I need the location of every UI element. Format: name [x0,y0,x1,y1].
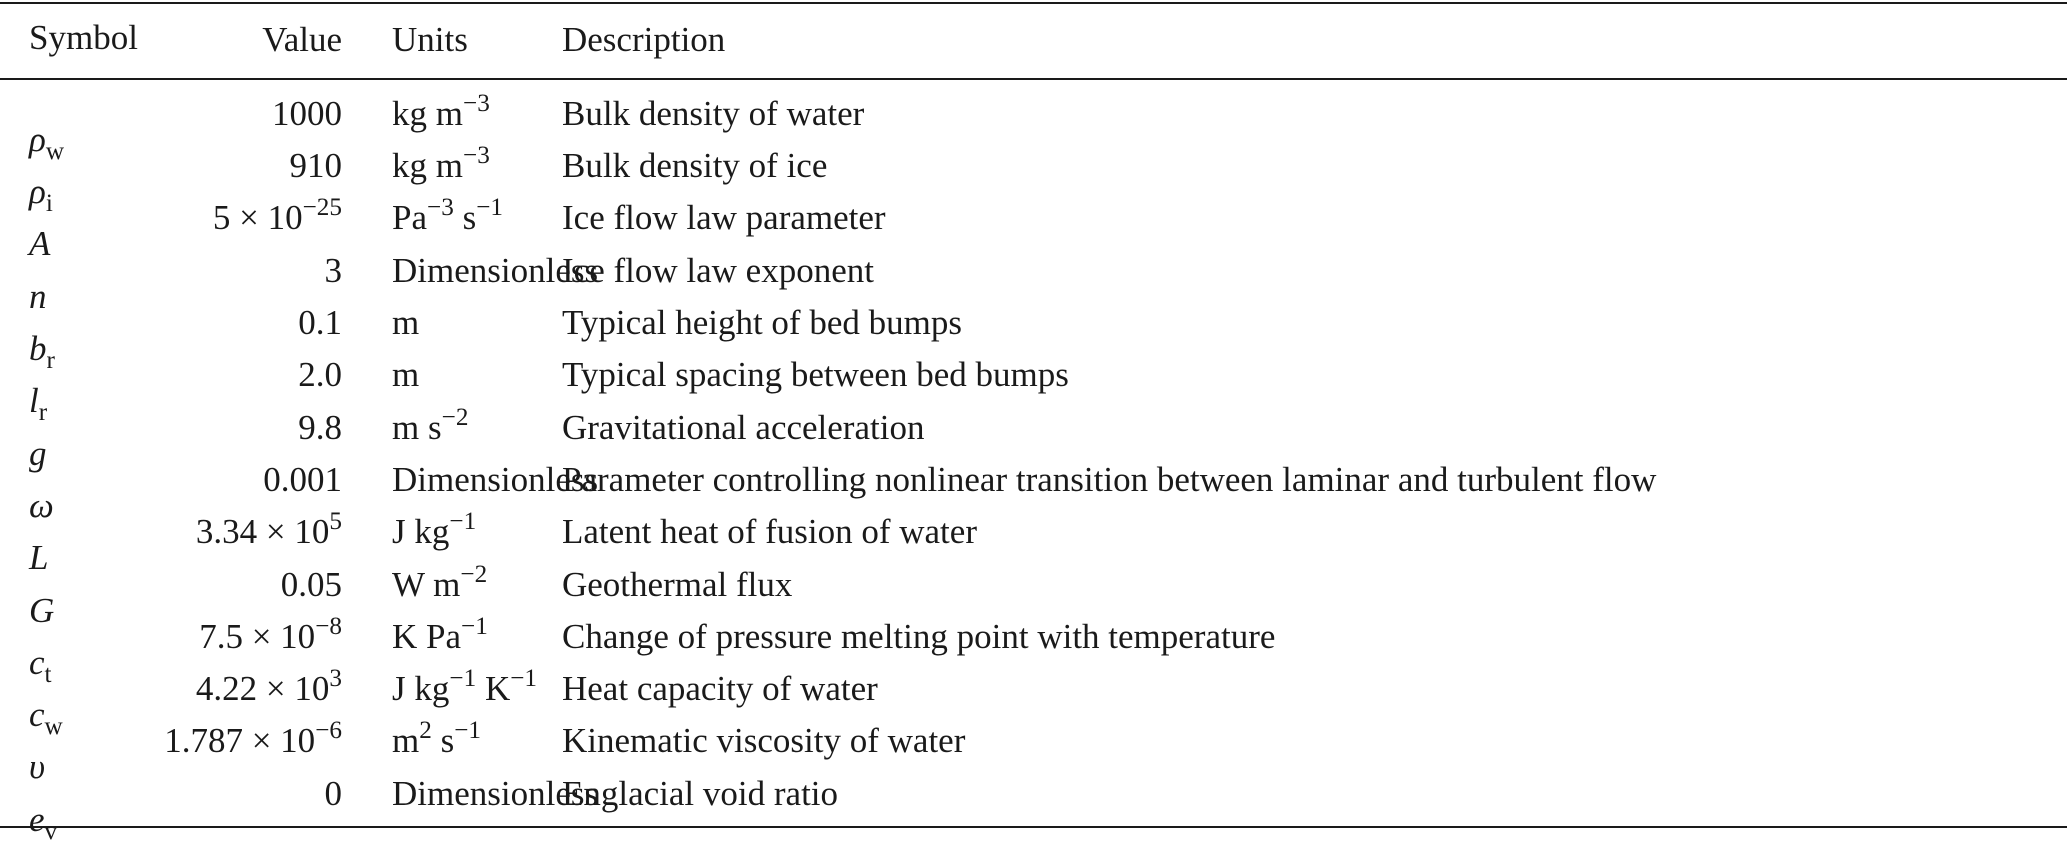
units-exponent: −1 [454,717,482,745]
symbol [29,637,52,689]
value-text: 910 [289,146,342,186]
units-exponent: −1 [510,665,538,693]
value-text: 3 [324,250,342,290]
description-cell: Typical height of bed bumps [562,303,962,343]
symbol [29,114,64,166]
units-cell [342,663,562,715]
units-text: Dimensionless [392,459,599,499]
description-cell: Kinematic viscosity of water [562,721,966,761]
units-cell [342,297,562,349]
description-cell: Geothermal flux [562,564,793,604]
units-cell [342,454,599,506]
value-text: 9.8 [298,407,342,447]
description-cell: Englacial void ratio [562,773,839,813]
value-cell [0,245,342,297]
value-exponent: 3 [329,665,342,693]
value-text: 1000 [272,94,342,133]
symbol [29,166,53,218]
value-text: 4.22 × 10 [195,669,330,709]
value-text: 7.5 × 10 [199,616,316,656]
symbol-subscript: r [38,399,48,427]
value-text: 0 [324,773,342,813]
symbol-subscript: t [44,660,52,688]
units-cell [342,558,562,610]
units-cell [342,715,562,767]
units-exponent: −1 [461,612,488,640]
description-cell: Ice flow law parameter [562,198,886,238]
table-row [0,297,2067,349]
symbol [29,741,45,793]
table-header [0,0,2067,80]
value-text: 0.1 [298,303,342,343]
header-row [0,0,2067,80]
table-row [0,558,2067,610]
header-value: Value [262,20,342,59]
description-cell: Gravitational acceleration [562,407,925,447]
symbol-subscript: v [44,817,58,845]
table-row [0,768,2067,820]
units-text: m [392,355,420,395]
units-cell [342,506,562,558]
symbol-base: ρ [29,172,46,212]
units-text: Dimensionless [392,250,599,290]
units-exponent: −1 [476,194,503,222]
table-row [0,245,2067,297]
units-cell [342,245,599,297]
table-row [0,401,2067,453]
units-cell [342,192,562,244]
description-cell: Heat capacity of water [562,669,878,709]
units-text: kg m [392,146,463,186]
symbol [29,218,50,270]
units-text: J kg [392,669,450,709]
table-row [0,663,2067,715]
units-cell [342,768,599,820]
symbol [29,428,47,480]
value-text: 3.34 × 10 [195,512,330,552]
symbol [29,271,47,323]
value-exponent: 5 [329,508,342,536]
header-description: Description [562,20,726,59]
symbol-base: b [29,329,47,369]
units-text: Dimensionless [392,773,599,813]
symbol-base: ρ [29,120,46,159]
symbol [29,532,48,584]
symbol-base: e [29,799,45,839]
symbol-base: c [29,695,45,735]
table-body [0,80,2067,845]
units-exponent: 2 [419,717,432,745]
units-text: K Pa [392,616,462,656]
units-exponent: −2 [441,403,469,431]
table-row [0,349,2067,401]
symbol-subscript: w [44,713,63,741]
units-exponent: −3 [462,90,490,118]
header-symbol-label: Symbol [29,18,138,57]
description-cell: Bulk density of ice [562,146,828,186]
symbol-base: c [29,642,45,682]
units-cell [342,349,562,401]
symbol-base: υ [29,747,46,787]
units-text: m [392,303,420,343]
symbol [29,689,63,741]
symbol-subscript: w [45,138,65,166]
units-text: m [392,721,420,761]
table-row [0,506,2067,558]
units-exponent: −3 [462,142,490,170]
units-cell [342,80,562,140]
units-text: Pa [392,198,427,238]
table-row [0,80,2067,140]
table-bottom-rule [0,826,2067,828]
table-row [0,611,2067,663]
units-exponent: −1 [449,508,477,536]
units-text: m s [392,407,442,447]
table-row [0,140,2067,192]
value-text: 0.001 [263,459,342,499]
description-cell: Ice flow law exponent [562,250,874,290]
value-exponent: −8 [315,612,342,640]
symbol-base: g [29,433,47,473]
symbol [29,794,57,846]
table-row [0,192,2067,244]
value-text: 1.787 × 10 [164,721,316,761]
symbol-base: l [29,381,39,421]
value-text: 5 × 10 [212,198,303,238]
symbol-base: G [29,590,55,630]
units-text: s [453,198,477,238]
units-exponent: −3 [427,194,454,222]
value-text: 2.0 [298,355,342,395]
units-text: kg m [392,94,463,133]
symbol-subscript: i [45,190,53,218]
units-exponent: −2 [460,560,488,588]
value-exponent: −6 [315,717,342,745]
units-text: J kg [392,512,450,552]
symbol [29,375,47,427]
table-row [0,454,2067,506]
units-cell [342,611,562,663]
symbol [29,323,55,375]
units-cell [342,401,562,453]
units-text: W m [392,564,461,604]
value-text: 0.05 [280,564,342,604]
description-cell: Parameter controlling nonlinear transition between laminar and turbulent flow [562,459,1657,499]
symbol [29,585,54,637]
description-cell: Change of pressure melting point with temperature [562,616,1276,656]
header-units: Units [392,20,468,59]
symbol-base: ω [29,485,54,525]
description-cell: Typical spacing between bed bumps [562,355,1069,395]
table-row [0,715,2067,767]
value-exponent: −25 [302,194,342,222]
description-cell: Bulk density of water [562,94,865,133]
symbol [29,480,54,532]
units-cell [342,140,562,192]
description-cell: Latent heat of fusion of water [562,512,977,552]
value-cell [0,401,342,453]
symbol-subscript: r [46,347,55,375]
units-text: K [476,669,511,709]
symbol-base: n [29,276,47,316]
symbol-base: A [29,224,51,264]
symbol-base: L [29,538,49,578]
units-exponent: −1 [449,665,477,693]
units-text: s [431,721,455,761]
